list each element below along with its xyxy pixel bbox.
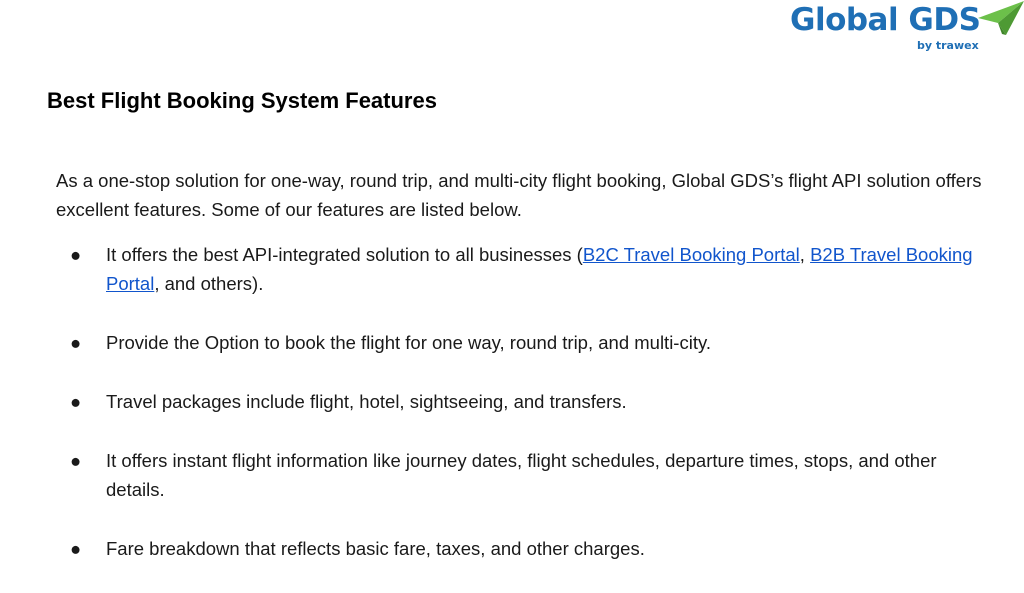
b2b-portal-link[interactable]: B2B Travel Booking Portal [106,244,973,294]
page-title: Best Flight Booking System Features [47,88,437,113]
feature-text-separator: , [799,244,811,265]
paper-plane-icon [978,1,1024,37]
feature-text: Fare breakdown that reflects basic fare, taxes, and other charges. [106,538,645,559]
bullet-icon: ● [70,244,82,265]
bullet-icon: ● [70,332,82,353]
feature-text: Travel packages include flight, hotel, sightseeing, and transfers. [106,391,627,412]
bullet-icon: ● [70,450,82,471]
feature-text: It offers instant flight information like journey dates, flight schedules, departure times, stops, and other details. [106,450,937,500]
feature-item-fare-breakdown [56,534,986,563]
feature-item-travel-packages [56,387,986,416]
bullet-icon: ● [70,538,82,559]
feature-list [56,240,986,593]
logo-tagline: by trawex [917,39,979,52]
feature-text: Provide the Option to book the flight for one way, round trip, and multi-city. [106,332,711,353]
bullet-icon: ● [70,391,82,412]
brand-logo [786,0,1024,56]
b2c-portal-link[interactable]: B2C Travel Booking Portal [582,244,800,265]
intro-paragraph: As a one-stop solution for one-way, round trip, and multi-city flight booking, Global GDS’s flight API solution offers excellent features. Some of our features are listed below. [56,170,982,220]
feature-text-end: , and others). [154,273,264,294]
feature-item-trip-options [56,328,986,357]
feature-item-flight-info [56,446,986,504]
feature-item-api-integration [56,240,986,298]
logo-wordmark: Global GDS [790,2,981,38]
feature-text: It offers the best API-integrated solution to all businesses ( [106,244,583,265]
